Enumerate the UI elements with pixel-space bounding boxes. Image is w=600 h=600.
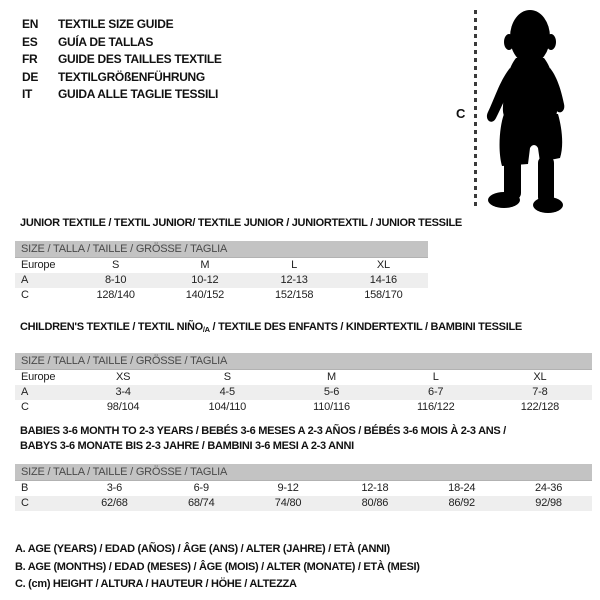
table-rows [15, 370, 592, 415]
size-value-cell: 7-8 [532, 386, 548, 398]
size-value-cell: 3-4 [115, 386, 131, 398]
size-value-cell: 12-13 [280, 274, 308, 286]
footnote-line: B. AGE (MONTHS) / EDAD (MESES) / ÂGE (MOIS) / ALTER (MONATE) / ETÀ (MESI) [15, 560, 420, 573]
table-title [15, 216, 462, 231]
size-header-bar: SIZE / TALLA / TAILLE / GRÖSSE / TAGLIA [15, 353, 592, 370]
language-code: EN [22, 17, 39, 31]
row-label: Europe [21, 371, 56, 383]
table-row [15, 273, 428, 288]
table-title-line [20, 424, 592, 439]
size-value-cell: 140/152 [185, 289, 225, 301]
size-value-cell: 4-5 [219, 386, 235, 398]
size-value-cell: M [200, 259, 210, 271]
size-value-cell: XS [115, 371, 131, 383]
table-row [15, 370, 592, 385]
row-label: C [21, 289, 29, 301]
size-value-cell: S [112, 259, 120, 271]
table-title-text: JUNIOR TEXTILE / TEXTIL JUNIOR/ TEXTILE JUNIOR / JUNIORTEXTIL / JUNIOR TESSILE [20, 217, 462, 229]
size-value-cell: 12-18 [361, 482, 389, 494]
size-value-cell: 6-9 [193, 482, 209, 494]
table-title-text: / TEXTILE DES ENFANTS / KINDERTEXTIL / BAMBINI TESSILE [209, 321, 522, 333]
size-value-cell: 74/80 [274, 497, 302, 509]
table-rows [15, 258, 428, 303]
language-label: GUIDA ALLE TAGLIE TESSILI [58, 87, 219, 101]
size-value-cell: L [432, 371, 439, 383]
language-row [22, 86, 222, 104]
table-title-line [20, 216, 462, 231]
table-title [15, 424, 592, 454]
language-code: FR [22, 52, 38, 66]
size-value-cell: 6-7 [428, 386, 444, 398]
size-value-cell: 80/86 [361, 497, 389, 509]
size-value-cell: 24-36 [534, 482, 563, 494]
toddler-silhouette-icon [482, 6, 572, 214]
size-value-cell: 98/104 [106, 401, 140, 413]
language-code: DE [22, 69, 39, 84]
table-title-line [20, 320, 592, 337]
size-value-cell: 110/116 [313, 401, 350, 413]
footnotes [15, 541, 420, 594]
language-row [22, 34, 222, 52]
row-label: Europe [21, 259, 56, 271]
height-measure-dashed-line [474, 10, 477, 208]
table-title-text: BABIES 3-6 MONTH TO 2-3 YEARS / BEBÉS 3-6 MESES A 2-3 AÑOS / BÉBÉS 3-6 MOIS À 2-3 ANS / [20, 425, 506, 437]
size-value-cell: 104/110 [208, 401, 247, 413]
size-value-cell: 86/92 [448, 497, 475, 509]
size-value-cell: 3-6 [106, 482, 123, 494]
table-title-text: CHILDREN'S TEXTILE / TEXTIL NIÑO [20, 321, 203, 333]
size-header-bar: SIZE / TALLA / TAILLE / GRÖSSE / TAGLIA [15, 241, 428, 258]
size-value-cell: M [327, 371, 336, 383]
size-value-cell: 122/128 [520, 401, 560, 413]
size-value-cell: 8-10 [105, 274, 127, 286]
language-row [22, 16, 222, 34]
language-row [22, 51, 222, 69]
table-title-text: BABYS 3-6 MONATE BIS 2-3 JAHRE / BAMBINI 3-6 MESI A 2-3 ANNI [20, 440, 354, 452]
table-title-line [20, 439, 592, 454]
babies-textile-table [15, 424, 592, 511]
size-value-cell: 92/98 [535, 497, 562, 509]
size-value-cell: XL [376, 259, 390, 271]
size-value-cell: 68/74 [187, 497, 215, 509]
size-header-bar: SIZE / TALLA / TAILLE / GRÖSSE / TAGLIA [15, 464, 592, 481]
language-title-list [22, 16, 222, 104]
childrens-textile-table [15, 320, 592, 415]
size-value-cell: XL [533, 371, 547, 383]
size-value-cell: 14-16 [369, 274, 397, 286]
table-row [15, 288, 428, 303]
size-value-cell: L [291, 259, 298, 271]
row-label: A [21, 386, 29, 398]
row-label: C [21, 401, 29, 413]
table-row [15, 385, 592, 400]
table-title-text: /A [202, 325, 210, 334]
language-label: TEXTILE SIZE GUIDE [58, 17, 174, 31]
row-label: C [21, 497, 29, 509]
table-rows [15, 481, 592, 511]
language-row [22, 69, 222, 87]
table-row [15, 496, 592, 511]
table-row [15, 481, 592, 496]
language-label: GUIDE DES TAILLES TEXTILE [58, 52, 222, 66]
size-value-cell: 158/170 [364, 289, 403, 301]
size-value-cell: 9-12 [277, 482, 299, 494]
size-value-cell: S [223, 371, 231, 383]
junior-textile-table [15, 216, 462, 303]
size-value-cell: 10-12 [191, 274, 219, 286]
size-value-cell: 128/140 [96, 289, 135, 301]
footnote-line: A. AGE (YEARS) / EDAD (AÑOS) / ÂGE (ANS) / ALTER (JAHRE) / ETÀ (ANNI) [15, 543, 390, 555]
language-label: TEXTILGRÖßENFÜHRUNG [58, 69, 205, 84]
language-label: GUÍA DE TALLAS [58, 34, 154, 49]
table-row [15, 258, 428, 273]
language-code: IT [22, 87, 33, 101]
height-measure-label: C [456, 106, 466, 121]
size-value-cell: 5-6 [323, 386, 340, 398]
row-label: A [21, 274, 29, 286]
row-label: B [21, 482, 29, 494]
footnote-line: C. (cm) HEIGHT / ALTURA / HAUTEUR / HÖHE / ALTEZZA [15, 578, 297, 590]
size-value-cell: 116/122 [416, 401, 455, 413]
size-value-cell: 152/158 [274, 289, 314, 301]
size-value-cell: 18-24 [448, 482, 476, 494]
language-code: ES [22, 34, 38, 49]
table-row [15, 400, 592, 415]
size-value-cell: 62/68 [101, 497, 128, 509]
table-title [15, 320, 592, 337]
